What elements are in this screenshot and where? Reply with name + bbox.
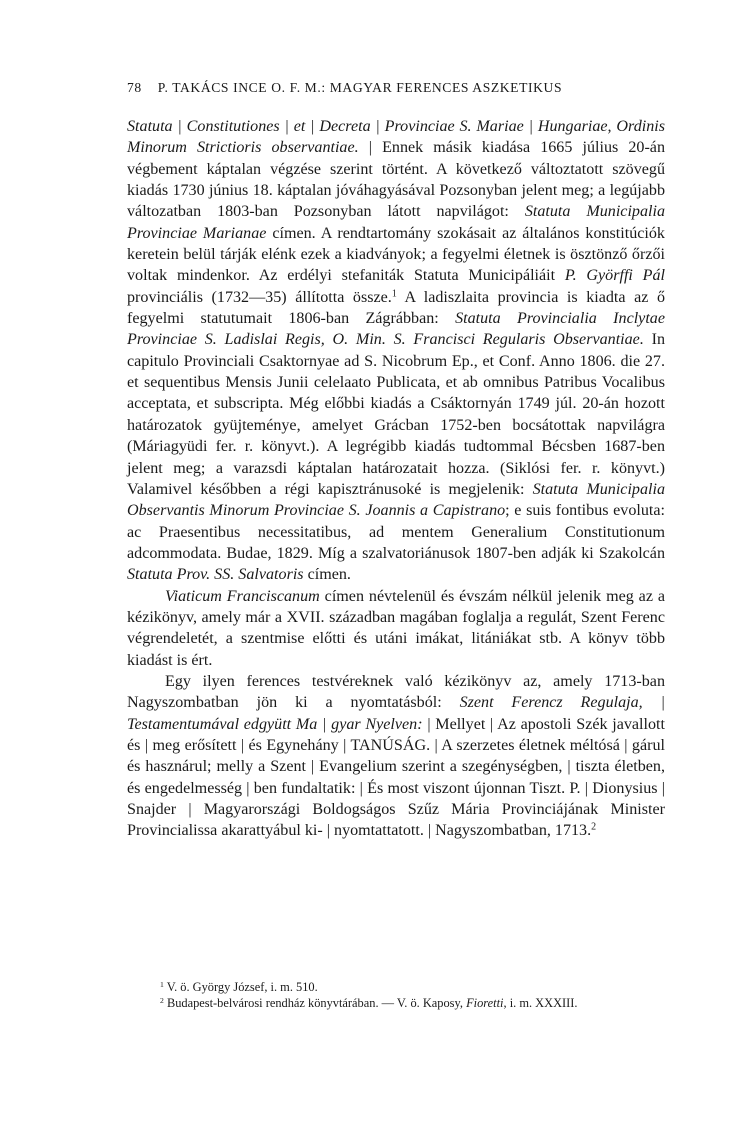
footnote-text: Budapest-belvárosi rendház könyvtárában. — V. ö. Kaposy, bbox=[163, 995, 467, 1010]
main-text bbox=[127, 116, 665, 842]
footnote-2 bbox=[127, 996, 665, 1012]
italic-title: Statuta Prov. SS. Salvatoris bbox=[127, 566, 304, 584]
footnote-1 bbox=[127, 980, 665, 996]
page-number: 78 bbox=[127, 80, 142, 95]
text-run: ; e suis fontibus evoluta: ac Praesentibus necessitatibus, ad mentem Generalium Constitutionum adcommodata. Budae, 1829. Míg a szalvatoriánusok 1807-ben adják ki Szakolcán bbox=[127, 502, 665, 562]
text-run: Egy ilyen ferences testvéreknek való kézikönyv az, amely 1713-ban Nagyszombatban jön ki a nyomtatásból: bbox=[127, 672, 665, 712]
footnote-mark: 2 bbox=[160, 995, 164, 1005]
text-run: | Mellyet | Az apostoli Szék javallott és | meg erősített | és Egynehány | TANÚSÁG. | A szerzetes életnek méltósá | gárul és hasznárul; melly a Szent | Evangelium szerint a szegénységben, | tiszta életben, és engedelmesség | ben fundaltatik: | És most viszont újonnan Tiszt. P. | Dionysius | Snajder | Magyarországi Boldogságos Szűz Mária Provinciájának Minister Provincialissa akarattyábul ki- | nyomtattatott. | Nagyszombatban, 1713. bbox=[127, 715, 665, 840]
running-header bbox=[127, 80, 647, 96]
footnote-text: V. ö. György József, i. m. 510. bbox=[163, 980, 318, 994]
footnote-text: , i. m. XXXIII. bbox=[503, 995, 578, 1010]
italic-title: Statuta Municipalia Observantis Minorum Provinciae S. Joannis a Capistrano bbox=[127, 480, 666, 520]
italic-name: P. Györffi Pál bbox=[564, 267, 665, 285]
text-run: In capitulo Provinciali Csaktornyae ad S. Nicobrum Ep., et Conf. Anno 1806. die 27. et sequentibus Mensis Junii celelaato Publicata, et ab omnibus Patribus Vocalibus acceptata, et subscripta. Még előbbi kiadás a Csáktornyán 1749 júl. 20-án hozott határozatok gyüjteménye, amelyet Grácban 1752-ben bocsátottak napvilágra (Máriagyüdi fer. r. könyvt.). A legrégibb kiadás tudtommal Bécsben 1687-ben jelent meg; a varazsdi káptalan határozatait hozza. (Siklósi fer. r. könyvt.) Valamivel későbben a régi kapisztránusoké is megjelenik: bbox=[127, 331, 665, 498]
text-run: A ladiszlaita provincia is kiadta az ő fegyelmi statutumait 1806-ban Zágrábban: bbox=[127, 288, 665, 328]
footnote-ref: 2 bbox=[591, 821, 597, 833]
footnote-mark: 1 bbox=[160, 979, 164, 989]
running-title: P. TAKÁCS INCE O. F. M.: MAGYAR FERENCES ASZKETIKUS bbox=[157, 80, 563, 95]
footnotes bbox=[127, 980, 665, 1011]
text-run: címen. bbox=[303, 566, 351, 584]
italic-title: Statuta | Constitutiones | et | Decreta | Provinciae S. Mariae | Hungariae, Ordinis Minorum Strictioris observantiae. bbox=[127, 118, 665, 157]
italic-title: Fioretti bbox=[466, 995, 504, 1010]
italic-title: Statuta Municipalia Provinciae Marianae bbox=[127, 203, 665, 242]
paragraph-viaticum bbox=[127, 586, 665, 671]
paragraph-statuta bbox=[127, 116, 665, 586]
italic-title: Statuta Provincialia Inclytae Provinciae S. Ladislai Regis, O. Min. S. Francisci Regularis Observantiae. bbox=[127, 310, 665, 349]
text-run: | Ennek másik kiadása 1665 július 20-án végbement káptalan végzése szerint történt. A következő változtatott szövegű kiadás 1730 június 18. káptalan jóváhagyásával Pozsonyban jelent meg; a legújabb változatban 1803-ban Pozsonyban látott napvilágot: bbox=[127, 139, 665, 221]
text-run: provinciális (1732—35) állította össze. bbox=[127, 288, 392, 306]
paragraph-regula bbox=[127, 671, 665, 842]
text-run: címen névtelenül és évszám nélkül jelenik meg az a kézikönyv, amely már a XVII. században magában foglalja a regulát, Szent Ferenc végrendeletét, a szentmise előtti és utáni imákat, litániákat stb. A könyv több kiadást is ért. bbox=[127, 587, 666, 669]
italic-title: Viaticum Franciscanum bbox=[165, 587, 320, 605]
text-run: címen. A rendtartomány szokásait az általános konstitúciók keretein belül tárják elénk ezek a kiadványok; a fegyelmi életnek is ösztönző őrzői voltak mindenkor. Az erdélyi stefaniták Statuta Municipáliáit bbox=[127, 224, 665, 285]
italic-title: Szent Ferencz Regulaja, | Testamentumával edgyütt Ma | gyar Nyelven: bbox=[127, 694, 665, 733]
footnote-ref: 1 bbox=[391, 288, 397, 300]
